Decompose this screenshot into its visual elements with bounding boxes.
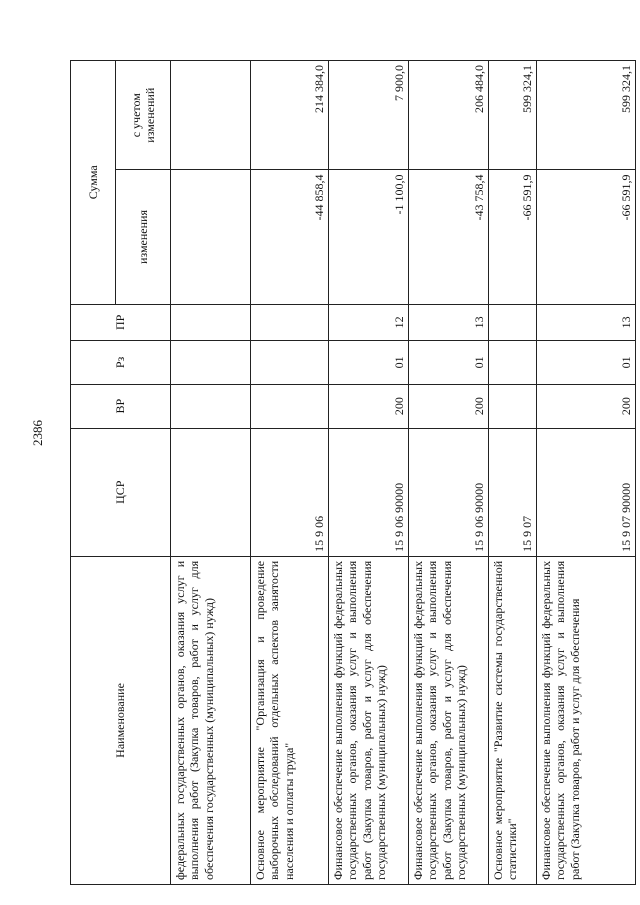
row-name: Финансовое обеспечение выполнения функций федеральных государственных органов, оказания услуг и выполнения работ (Закупка товаров, работ и услуг для обеспечения государственных (муниципальных) нужд) (329, 556, 409, 884)
row-vr: 200 (329, 384, 409, 428)
table-row (329, 61, 409, 885)
row-vr (171, 384, 251, 428)
budget-table-container (70, 60, 635, 885)
row-name: Финансовое обеспечение выполнения функций федеральных государственных органов, оказания услуг и выполнения работ (Закупка товаров, работ и услуг для обеспечения государственных (муниципальных) нужд) (409, 556, 489, 884)
row-csr: 15 9 06 (251, 428, 329, 556)
row-change: -43 758,4 (409, 170, 489, 304)
row-pr: 12 (329, 304, 409, 340)
row-change: -1 100,0 (329, 170, 409, 304)
row-vr (251, 384, 329, 428)
budget-table (70, 60, 636, 885)
row-name: федеральных государственных органов, оказания услуг и выполнения работ (Закупка товаров, работ и услуг для обеспечения государственных (муниципальных) нужд) (171, 556, 251, 884)
row-total: 206 484,0 (409, 61, 489, 170)
header-vr: ВР (71, 384, 171, 428)
row-csr: 15 9 06 90000 (329, 428, 409, 556)
row-change (171, 170, 251, 304)
row-rz (489, 341, 537, 385)
table-row (251, 61, 329, 885)
row-csr: 15 9 07 (489, 428, 537, 556)
table-row (409, 61, 489, 885)
row-rz: 01 (537, 341, 636, 385)
row-pr (251, 304, 329, 340)
header-pr: ПР (71, 304, 171, 340)
header-name: Наименование (71, 556, 171, 884)
row-total: 7 900,0 (329, 61, 409, 170)
row-change: -44 858,4 (251, 170, 329, 304)
row-pr (489, 304, 537, 340)
row-csr: 15 9 06 90000 (409, 428, 489, 556)
row-vr: 200 (537, 384, 636, 428)
row-change: -66 591,9 (537, 170, 636, 304)
table-row (171, 61, 251, 885)
row-rz: 01 (329, 341, 409, 385)
row-pr (171, 304, 251, 340)
header-rz: Рз (71, 341, 171, 385)
row-name: Основное мероприятие "Организация и проведение выборочных обследований отдельных аспектов занятости населения и оплаты труда" (251, 556, 329, 884)
row-total: 214 384,0 (251, 61, 329, 170)
row-csr (171, 428, 251, 556)
table-row (537, 61, 636, 885)
row-total: 599 324,1 (489, 61, 537, 170)
row-csr: 15 9 07 90000 (537, 428, 636, 556)
row-pr: 13 (409, 304, 489, 340)
row-change: -66 591,9 (489, 170, 537, 304)
page-number: 2386 (30, 420, 45, 446)
row-total: 599 324,1 (537, 61, 636, 170)
header-with-changes: с учетом изменений (116, 61, 171, 170)
row-name: Финансовое обеспечение выполнения функций федеральных государственных органов, оказания услуг и выполнения работ (Закупка товаров, работ и услуг для обеспечения (537, 556, 636, 884)
row-rz (171, 341, 251, 385)
row-total (171, 61, 251, 170)
header-csr: ЦСР (71, 428, 171, 556)
row-pr: 13 (537, 304, 636, 340)
row-vr: 200 (409, 384, 489, 428)
row-rz (251, 341, 329, 385)
row-vr (489, 384, 537, 428)
header-change: изменения (116, 170, 171, 304)
header-sum: Сумма (71, 61, 116, 305)
row-rz: 01 (409, 341, 489, 385)
table-row (489, 61, 537, 885)
row-name: Основное мероприятие "Развитие системы государственной статистики" (489, 556, 537, 884)
